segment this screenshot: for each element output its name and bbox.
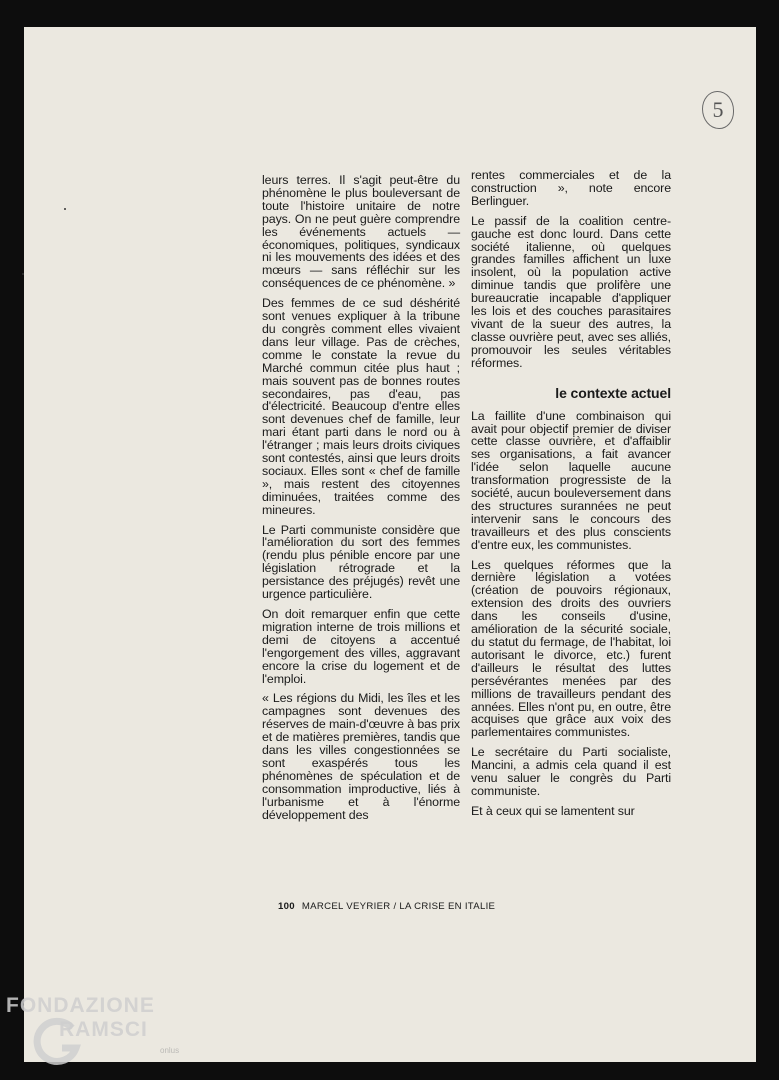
- paragraph: Les quelques réformes que la dernière législation a votées (création de pouvoirs régionaux, extension des droits des ouvriers dans les conseils d'usine, amélioration de la sécurité sociale, du statut du fermage, de l'habitat, loi autorisant le divorce, etc.) furent d'ailleurs le résultat des luttes persévérantes menées par des millions de travailleurs pendant des années. Elles n'ont pu, en outre, être acquises que grâce aux voix des parlementaires communistes.: [471, 557, 671, 740]
- section-heading: le contexte actuel: [555, 384, 671, 401]
- document-page: [24, 27, 756, 1062]
- scan-speck: [64, 208, 66, 210]
- paragraph: Et à ceux qui se lamentent sur: [471, 803, 635, 818]
- scan-speck: [22, 273, 24, 275]
- fondazione-gramsci-watermark: [6, 994, 191, 1074]
- right-text-column: [471, 169, 671, 825]
- paragraph: Le secrétaire du Parti socialiste, Mancini, a admis cela quand il est venu saluer le congrès du Parti communiste.: [471, 745, 671, 798]
- paragraph: Des femmes de ce sud déshérité sont venues expliquer à la tribune du congrès comment elles vivaient dans leur village. Pas de crèches, comme le constate la revue du Marché commun citée plus haut ; mais souvent pas de bonnes routes secondaires, pas d'eau, pas d'électricité. Beaucoup d'entre elles sont devenues chef de famille, leur mari étant parti dans le nord ou à l'étranger ; mais leurs droits civiques sont contestés, ainsi que leurs droits sociaux. Elles sont « chef de famille », mais restent des citoyennes diminuées, traitées comme des mineures.: [262, 296, 460, 517]
- paragraph: leurs terres. Il s'agit peut-être du phénomène le plus bouleversant de toute l'histoire unitaire de notre pays. On ne peut guère comprendre les événements actuels — économiques, politiques, syndicaux ni les mouvements des idées et des mœurs — sans réfléchir sur les conséquences de ce phénomène. »: [262, 173, 460, 291]
- paragraph: « Les régions du Midi, les îles et les campagnes sont devenues des réserves de main-d'œuvre à bas prix et de matières premières, tandis que dans les villes congestionnées se sont exaspérés tous les phénomènes de spéculation et de consommation improductive, liés à l'urbanisme et à l'énorme développement des: [262, 691, 460, 822]
- watermark-line-1: FONDAZIONE: [6, 994, 155, 1017]
- handwritten-page-mark: 5: [702, 91, 734, 129]
- paragraph: rentes commerciales et de la construction », note encore Berlinguer.: [471, 168, 671, 208]
- paragraph: Le Parti communiste considère que l'amélioration du sort des femmes (rendu plus pénible encore par une législation rétrograde et la persistance des préjugés) revêt une urgence particulière.: [262, 522, 460, 602]
- watermark-line-2: RAMSCI: [59, 1018, 148, 1041]
- footer-page-number: 100: [278, 901, 295, 912]
- footer-running-title: MARCEL VEYRIER / LA CRISE EN ITALIE: [301, 901, 496, 912]
- paragraph: On doit remarquer enfin que cette migration interne de trois millions et demi de citoyens a accentué l'engorgement des villes, aggravant encore la crise du logement et de l'emploi.: [262, 607, 460, 686]
- paragraph: Le passif de la coalition centre-gauche est donc lourd. Dans cette société italienne, où quelques grandes familles affichent un luxe insolent, où la population active diminue tandis que prolifère une bureaucratie incapable d'appliquer les lois et des couches parasitaires vivant de la sueur des autres, la classe ouvrière peut, avec ses alliés, promouvoir les seules véritables réformes.: [471, 213, 671, 370]
- paragraph: La faillite d'une combinaison qui avait pour objectif premier de diviser cette classe ouvrière, et d'affaiblir ses organisations, a fait avancer l'idée selon laquelle aucune transformation progressiste de la société, aucun bouleversement dans des structures surannées ne peut intervenir sans le concours des travailleurs et des plus conscients d'entre eux, les communistes.: [471, 408, 671, 552]
- page-footer: [278, 901, 495, 912]
- left-text-column: [262, 174, 460, 829]
- watermark-sub: onlus: [160, 1046, 180, 1055]
